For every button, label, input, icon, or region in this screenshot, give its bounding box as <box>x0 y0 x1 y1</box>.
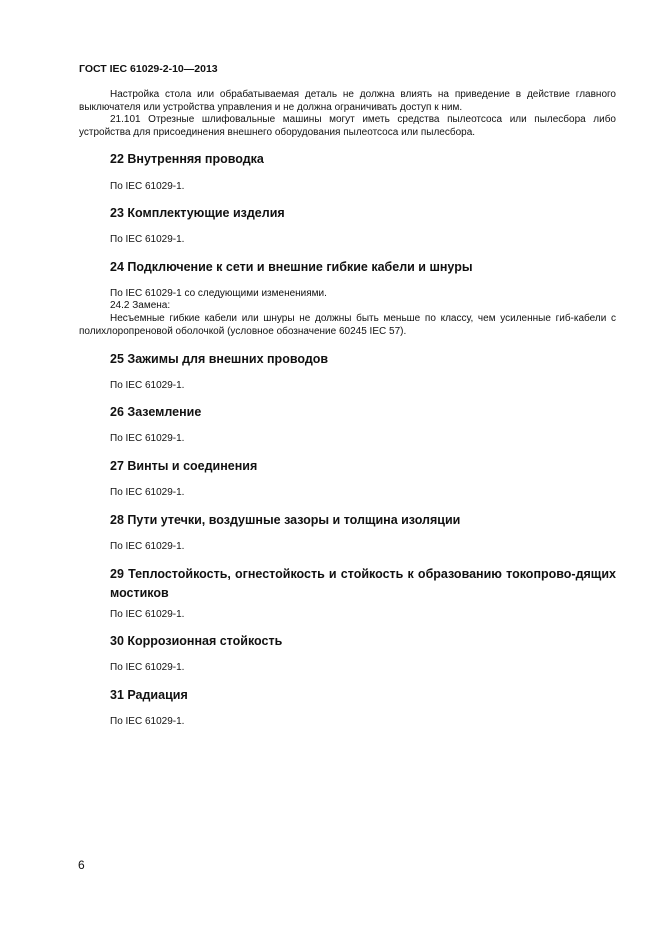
section-ref-30: По IEC 61029-1. <box>110 662 185 673</box>
paragraph-table-setting: Настройка стола или обрабатываемая деталь не должна влиять на приведение в действие главного выключателя или устройства управления и не должна ограничивать доступ к ним. <box>79 89 616 113</box>
section-title-29: 29 Теплостойкость, огнестойкость и стойкость к образованию токопрово-дящих мостиков <box>110 567 616 600</box>
section-title-23: 23 Комплектующие изделия <box>110 206 285 220</box>
section-ref-29: По IEC 61029-1. <box>110 609 185 620</box>
section-ref-31: По IEC 61029-1. <box>110 716 185 727</box>
section-ref-23: По IEC 61029-1. <box>110 234 185 245</box>
section-title-31: 31 Радиация <box>110 688 188 702</box>
section-24-line-2: 24.2 Замена: <box>110 300 171 311</box>
section-title-27: 27 Винты и соединения <box>110 459 258 473</box>
paragraph-21-101: 21.101 Отрезные шлифовальные машины могут иметь средства пылеотсоса или пылесбора либо устройства для присоединения внешнего оборудования пылеотсоса или пылесбора. <box>79 114 616 138</box>
page-number: 6 <box>78 858 85 872</box>
section-title-30: 30 Коррозионная стойкость <box>110 634 283 648</box>
section-ref-28: По IEC 61029-1. <box>110 541 185 552</box>
section-ref-26: По IEC 61029-1. <box>110 433 185 444</box>
section-ref-27: По IEC 61029-1. <box>110 487 185 498</box>
document-header: ГОСТ IEC 61029-2-10—2013 <box>79 63 218 75</box>
section-title-28: 28 Пути утечки, воздушные зазоры и толщина изоляции <box>110 513 461 527</box>
section-title-25: 25 Зажимы для внешних проводов <box>110 352 329 366</box>
section-24-replacement: Несъемные гибкие кабели или шнуры не должны быть меньше по классу, чем усиленные гиб-кабели с полихлоропреновой оболочкой (условное обозначение 60245 IEC 57). <box>79 313 616 337</box>
section-24-line-1: По IEC 61029-1 со следующими изменениями. <box>110 288 327 299</box>
section-title-24: 24 Подключение к сети и внешние гибкие кабели и шнуры <box>110 260 473 274</box>
section-ref-22: По IEC 61029-1. <box>110 181 185 192</box>
section-title-22: 22 Внутренняя проводка <box>110 152 264 166</box>
section-title-26: 26 Заземление <box>110 405 202 419</box>
section-ref-25: По IEC 61029-1. <box>110 380 185 391</box>
